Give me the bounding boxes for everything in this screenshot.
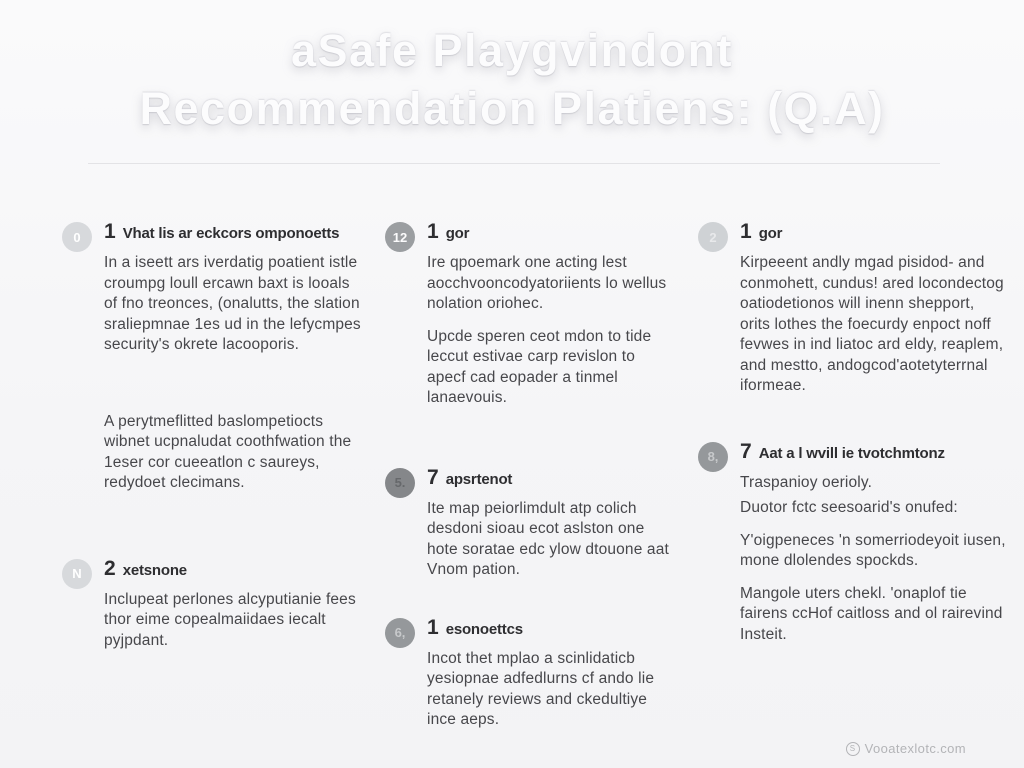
- qa-item: [385, 220, 678, 409]
- item-paragraph: In a iseett ars iverdatig poatient istle croumpg loull ercawn baxt is looals of fno treonces, (onalutts, the slation sraliepmnae 1es ud in the lefycmpes security's okrete lacooporis.: [104, 254, 361, 353]
- header-divider: [88, 163, 940, 164]
- page-title-line-2: Recommendation Platiens: (Q.A): [139, 83, 885, 134]
- number-badge: 5.: [385, 468, 415, 498]
- item-heading: [104, 220, 365, 244]
- page-title-line-1: aSafe Playgvindont: [290, 25, 734, 76]
- qa-item: [698, 220, 1008, 397]
- item-paragraph: Upcde speren ceot mdon to tide leccut estivae carp revislon to apecf cad eopader a tinmel lanaevouis.: [427, 327, 652, 406]
- item-heading: [427, 220, 678, 244]
- item-paragraph: Y'oigpeneces 'n somerriodeyoit iusen, mone dlolendes spockds.: [740, 531, 1006, 569]
- qa-item: [385, 616, 678, 731]
- circle-s-icon: S: [846, 742, 860, 756]
- item-heading: [427, 616, 678, 640]
- watermark: [846, 741, 966, 756]
- page-title: [0, 22, 1024, 138]
- item-paragraph: Mangole uters chekl. 'onaplof tie fairens ccHof caitloss and ol rairevind Insteit.: [740, 584, 1003, 643]
- item-heading: [740, 220, 1008, 244]
- number-badge: 8,: [698, 442, 728, 472]
- item-paragraph: Inclupeat perlones alcyputianie fees thor eime copealmaiidaes iecalt pyjpdant.: [104, 590, 356, 649]
- column-3: [698, 220, 1008, 731]
- number-badge: 2: [698, 222, 728, 252]
- watermark-text: Vooatexlotc.com: [864, 741, 966, 756]
- item-heading: [104, 557, 365, 581]
- item-paragraph: Traspanioy oerioly.: [740, 473, 873, 491]
- item-paragraph: Ite map peiorlimdult atp colich desdoni sioau ecot aslston one hote soratae edc ylow dtouone aat Vnom pation.: [427, 499, 669, 578]
- number-badge: 6,: [385, 618, 415, 648]
- heading-number: 1: [104, 220, 116, 243]
- item-paragraph: Incot thet mplao a scinlidaticb yesiopnae adfedlurns cf ando lie retanely reviews and ckedultiye ince aeps.: [427, 649, 655, 728]
- column-2: [385, 220, 678, 731]
- number-badge: 12: [385, 222, 415, 252]
- heading-label: esonoettcs: [445, 620, 523, 638]
- qa-item: [62, 403, 365, 494]
- heading-number: 2: [104, 556, 116, 580]
- qa-item: [385, 466, 678, 581]
- heading-number: 1: [427, 220, 439, 243]
- qa-grid: [62, 220, 1008, 731]
- item-paragraph: Kirpeeent andly mgad pisidod- and conmohett, cundus! ared locondectog oatiodetionos will inenn shepport, orits lothes the foecurdy enpoct noff fevwes in ind liatoc ard eldy, reaplem, and mestto, andogcod'aotetyterrnal iformeae.: [740, 254, 1004, 394]
- heading-number: 1: [427, 615, 439, 639]
- heading-label: xetsnone: [122, 561, 187, 579]
- heading-label: gor: [758, 225, 783, 242]
- heading-label: gor: [445, 225, 470, 242]
- qa-item: [62, 220, 365, 356]
- number-badge: 0: [62, 222, 92, 252]
- heading-number: 7: [427, 465, 439, 489]
- heading-label: apsrtenot: [445, 470, 513, 488]
- number-badge: N: [62, 559, 92, 589]
- item-heading: [740, 440, 1008, 464]
- column-1: [62, 220, 365, 731]
- item-paragraph: Ire qpoemark one acting lest aocchvooncodyatoriients lo wellus nolation oriohec.: [427, 254, 667, 312]
- item-heading: [427, 466, 678, 490]
- qa-item: [698, 440, 1008, 646]
- qa-item: [62, 557, 365, 652]
- item-paragraph: Duotor fctc seesoarid's onufed:: [740, 499, 958, 516]
- heading-number: 1: [740, 220, 752, 243]
- heading-label: Aat a l wvill ie tvotchmtonz: [758, 444, 945, 462]
- item-paragraph: A perytmeflitted baslompetiocts wibnet ucpnaludat coothfwation the 1eser cor cueeatlon c saureys, redydoet clecimans.: [104, 412, 352, 491]
- heading-label: Vhat lis ar eckcors omponoetts: [122, 225, 340, 242]
- heading-number: 7: [740, 439, 752, 463]
